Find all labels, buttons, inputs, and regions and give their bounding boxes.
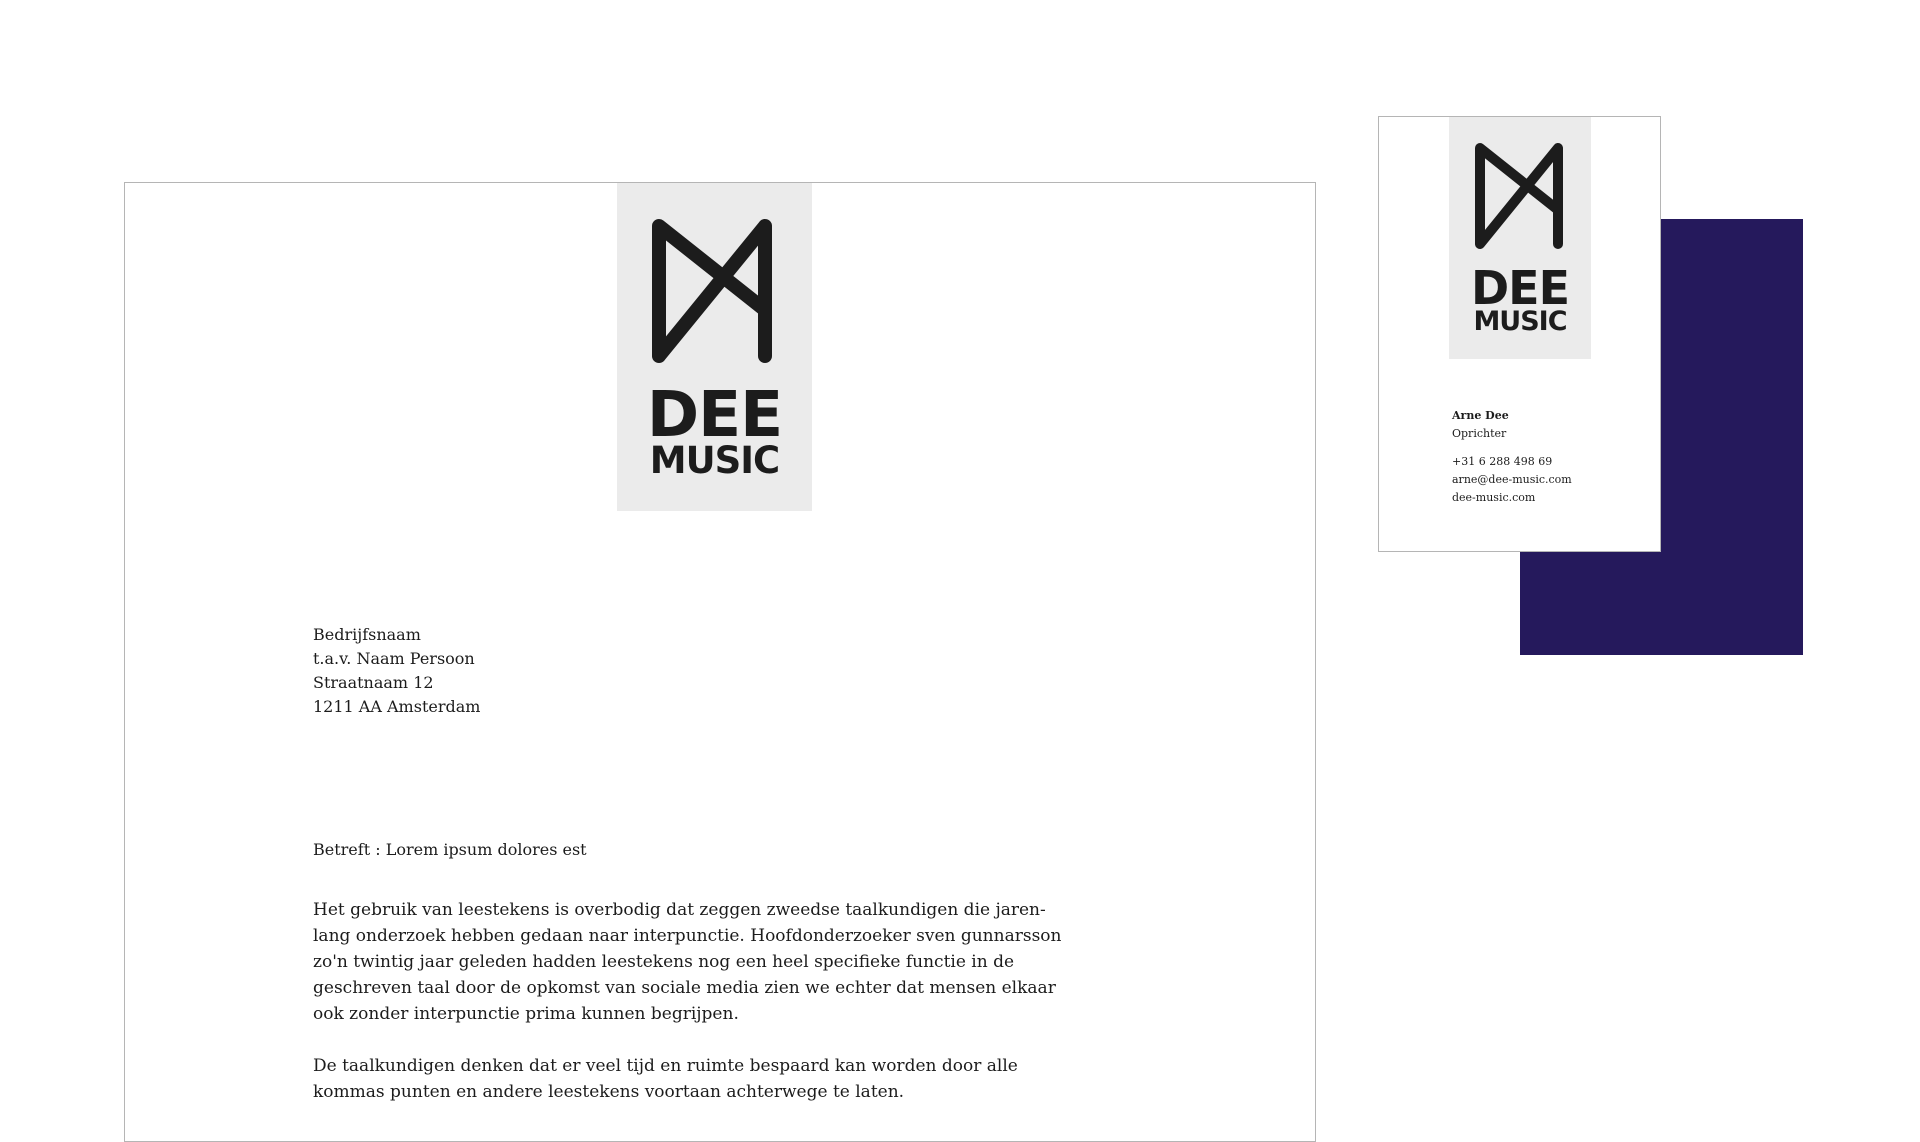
body-line: kommas punten en andere leestekens voortaan achterwege te laten.: [313, 1082, 905, 1102]
body-line: lang onderzoek hebben gedaan naar interpunctie. Hoofdonderzoeker sven gunnarsson: [313, 926, 1062, 946]
card-role: Oprichter: [1452, 427, 1507, 440]
logo-wordmark-line1: DEE: [646, 378, 783, 451]
card-phone: +31 6 288 498 69: [1452, 455, 1553, 468]
logo-wordmark-line2: MUSIC: [1473, 306, 1567, 337]
card-email: arne@dee-music.com: [1452, 473, 1572, 486]
dee-music-logo-icon: [1474, 142, 1564, 250]
body-line: Het gebruik van leestekens is overbodig dat zeggen zweedse taalkundigen die jaren-: [313, 900, 1046, 920]
body-line: zo'n twintig jaar geleden hadden leestekens nog een heel specifieke functie in de: [313, 952, 1015, 972]
business-card-front: [1378, 116, 1661, 552]
card-contact-info: [1452, 407, 1572, 507]
letterhead-logo: [617, 183, 812, 511]
card-logo: [1449, 117, 1591, 359]
logo-wordmark-line1: DEE: [1470, 261, 1570, 315]
dee-music-logo-icon: [651, 218, 773, 364]
card-website: dee-music.com: [1452, 491, 1536, 504]
address-line: t.a.v. Naam Persoon: [313, 649, 475, 668]
recipient-address: [313, 623, 480, 719]
body-paragraph: [313, 1053, 1113, 1105]
address-line: Straatnaam 12: [313, 673, 434, 692]
body-line: geschreven taal door de opkomst van sociale media zien we echter dat mensen elkaar: [313, 978, 1056, 998]
body-line: De taalkundigen denken dat er veel tijd en ruimte bespaard kan worden door alle: [313, 1056, 1018, 1076]
address-line: Bedrijfsnaam: [313, 625, 421, 644]
logo-wordmark-line2: MUSIC: [649, 439, 780, 482]
letter-body: [313, 897, 1113, 1131]
body-line: ook zonder interpunctie prima kunnen begrijpen.: [313, 1004, 739, 1024]
body-paragraph: [313, 897, 1113, 1027]
letterhead-page: [124, 182, 1316, 1142]
letter-subject: Betreft : Lorem ipsum dolores est: [313, 840, 587, 859]
card-name: Arne Dee: [1452, 409, 1509, 422]
address-line: 1211 AA Amsterdam: [313, 697, 481, 716]
